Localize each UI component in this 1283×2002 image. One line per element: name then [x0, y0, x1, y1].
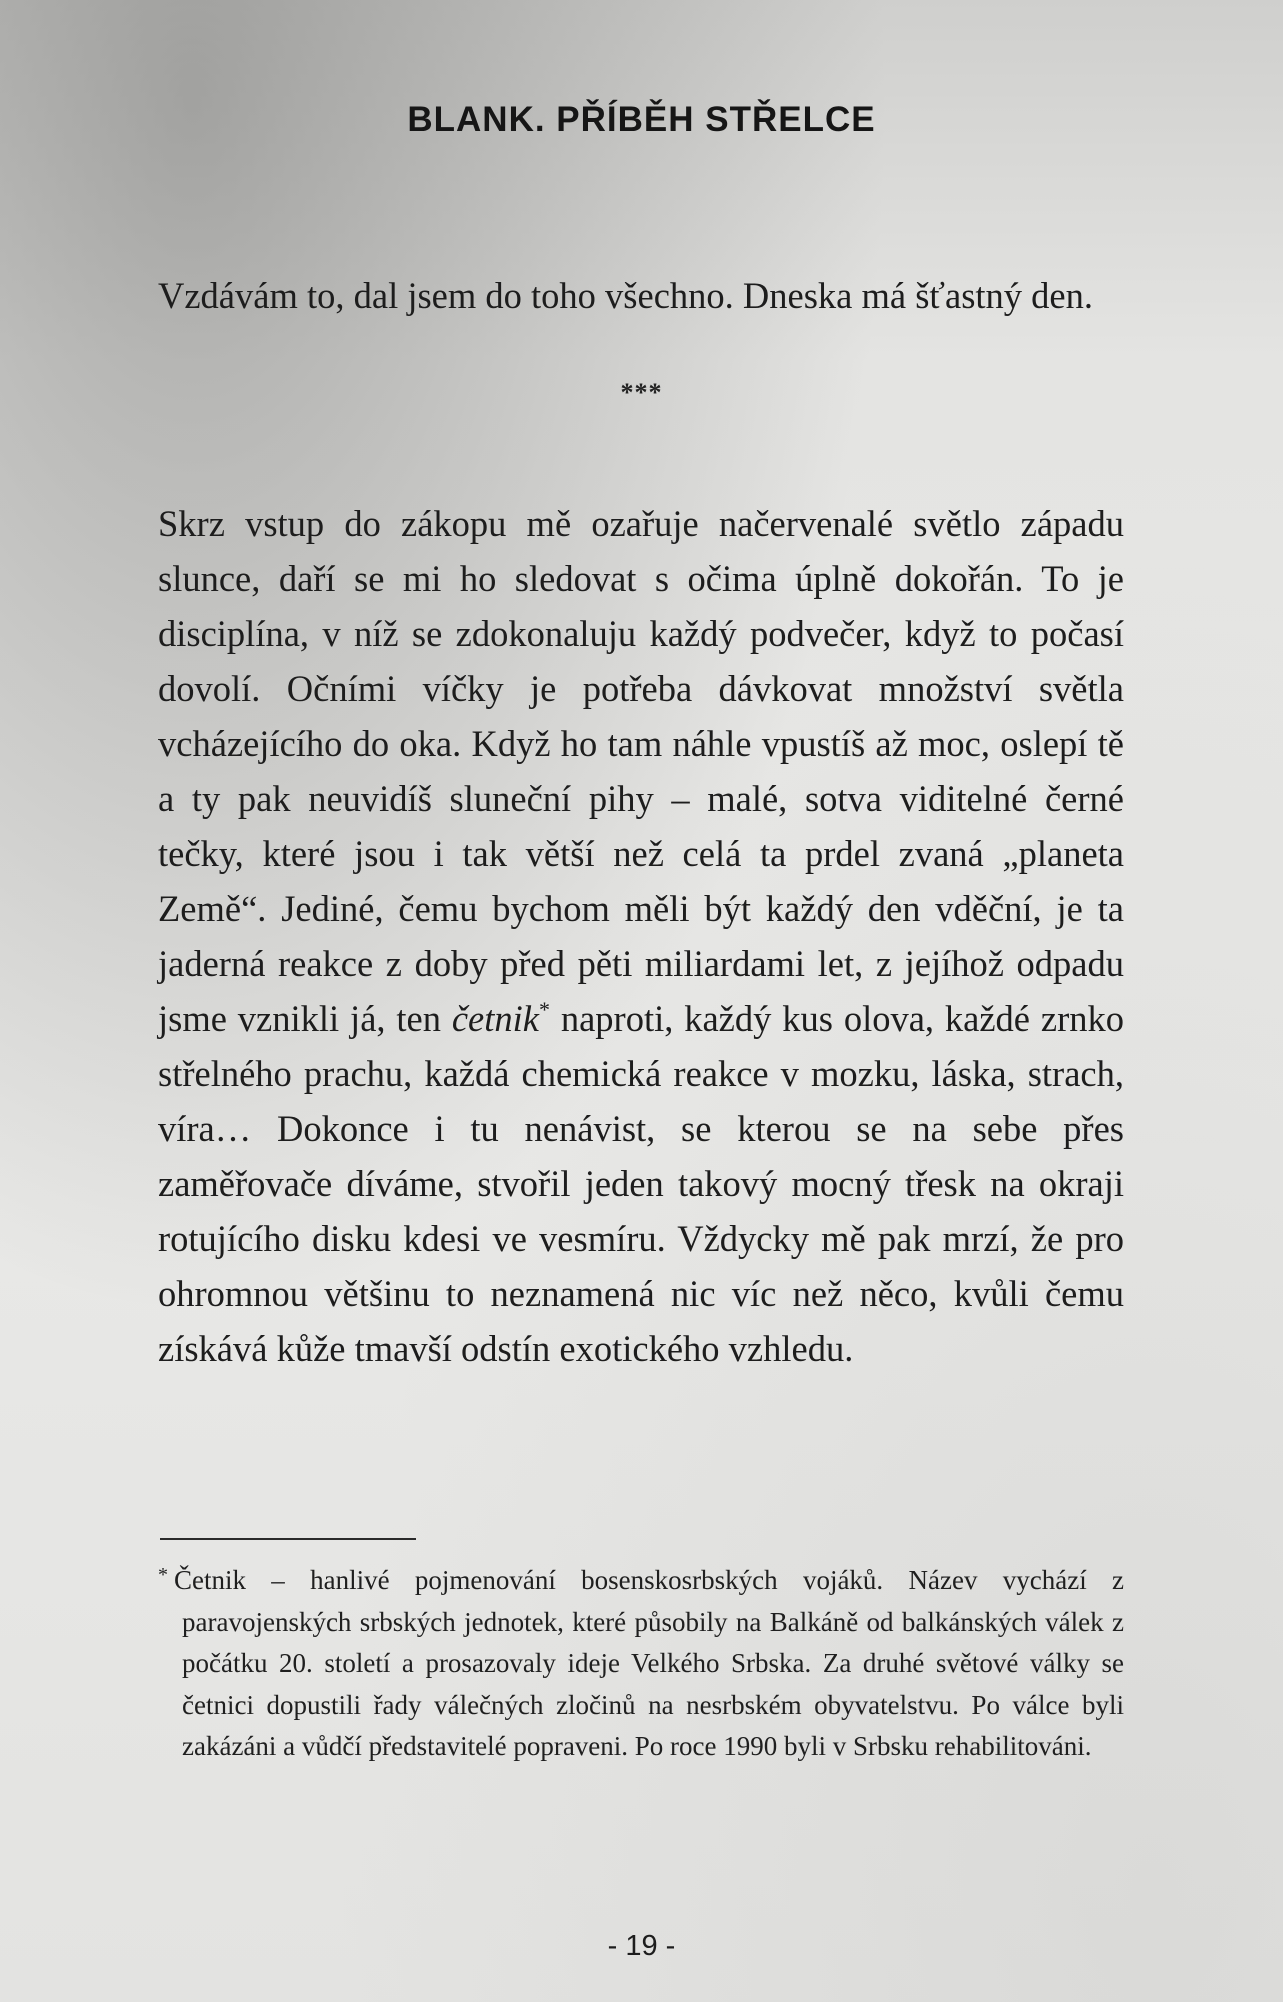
footnote — [158, 1560, 1124, 1768]
paragraph-1: Vzdávám to, dal jsem do toho všechno. Dneska má šťastný den. — [158, 275, 1093, 316]
page-number: - 19 - — [607, 1930, 676, 1962]
running-head: BLANK. PŘÍBĚH STŘELCE — [407, 100, 876, 139]
paragraph-2-text-end: naproti, každý kus olova, každé zrnko střelného prachu, každá chemická reakce v mozku, láska, strach, víra… Dokonce i tu nenávist, se kterou se na sebe přes zaměřovače díváme, stvořil jeden takový mocný třesk na okraji rotujícího disku kdesi ve vesmíru. Vždycky mě pak mrzí, že pro ohromnou většinu to neznamená nic víc než něco, kvůli čemu získává kůže tmavší odstín exotického vzhledu. — [158, 998, 1124, 1369]
scene-break: *** — [620, 378, 663, 407]
footnote-reference: * — [538, 997, 550, 1022]
paragraph-2 — [158, 496, 1124, 1376]
italic-term-cetnik: četnik — [451, 998, 539, 1039]
footnote-divider — [160, 1538, 416, 1540]
footnote-marker: * — [158, 1564, 168, 1586]
paragraph-2-text-start: Skrz vstup do zákopu mě ozařuje načervenalé světlo západu slunce, daří se mi ho sledovat s očima úplně dokořán. To je disciplína, v níž se zdokonaluju každý podvečer, když to počasí dovolí. Očními víčky je potřeba dávkovat množství světla vcházejícího do oka. Když ho tam náhle vpustíš až moc, oslepí tě a ty pak neuvidíš sluneční pihy – malé, sotva viditelné černé tečky, které jsou i tak větší než celá ta prdel zvaná „planeta Země“. Jediné, čemu bychom měli být každý den vděční, je ta jaderná reakce z doby před pěti miliardami let, z jejíhož odpadu jsme vznikli já, ten — [158, 503, 1124, 1039]
footnote-text: Četnik – hanlivé pojmenování bosenskosrbských vojáků. Název vychází z paravojenských srbských jednotek, které působily na Balkáně od balkánských válek z počátku 20. století a prosazovaly ideje Velkého Srbska. Za druhé světové války se četnici dopustili řady válečných zločinů na nesrbském obyvatelstvu. Po válce byli zakázáni a vůdčí představitelé popraveni. Po roce 1990 byli v Srbsku rehabilitováni. — [174, 1565, 1124, 1761]
